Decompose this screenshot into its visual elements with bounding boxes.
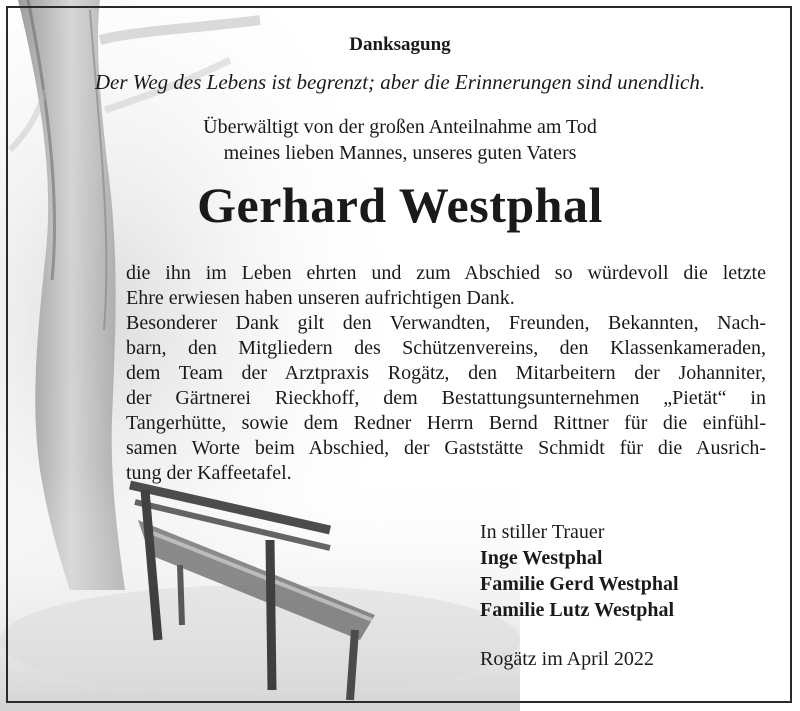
notice-heading: Danksagung [349,34,451,55]
intro-line: meines lieben Mannes, unseres guten Vaters [223,142,577,164]
mourning-label: In stiller Trauer [480,521,605,543]
mourner-name: Familie Lutz Westphal [480,599,675,621]
body-line: der Gärtnerei Rieckhoff, dem Bestattungsunternehmen „Pietät“ in [126,387,766,409]
body-line: dem Team der Arztpraxis Rogätz, den Mitarbeitern der Johanniter, [126,362,766,384]
thanks-body [126,261,766,486]
body-line: Ehre erwiesen haben unseren aufrichtigen Dank. [126,287,515,309]
body-line: die ihn im Leben ehrten und zum Abschied so würdevoll die letzte [126,262,766,284]
body-line: tung der Kaffeetafel. [126,462,292,484]
body-line: samen Worte beim Abschied, der Gaststätte Schmidt für die Ausrich- [126,437,766,459]
mourner-name: Familie Gerd Westphal [480,573,679,595]
deceased-name: Gerhard Westphal [197,177,603,233]
body-line: Besonderer Dank gilt den Verwandten, Freunden, Bekannten, Nach- [126,312,766,334]
body-line: Tangerhütte, sowie dem Redner Herrn Bernd Rittner für die einfühl- [126,412,766,434]
body-line: barn, den Mitgliedern des Schützenvereins, den Klassenkameraden, [126,337,766,359]
intro-text [0,114,800,166]
intro-line: Überwältigt von der großen Anteilnahme am Tod [203,116,597,138]
motto-quote: Der Weg des Lebens ist begrenzt; aber die Erinnerungen sind unendlich. [94,70,706,94]
mourners-block [480,519,679,623]
place-date: Rogätz im April 2022 [480,648,654,670]
mourner-name: Inge Westphal [480,547,603,569]
